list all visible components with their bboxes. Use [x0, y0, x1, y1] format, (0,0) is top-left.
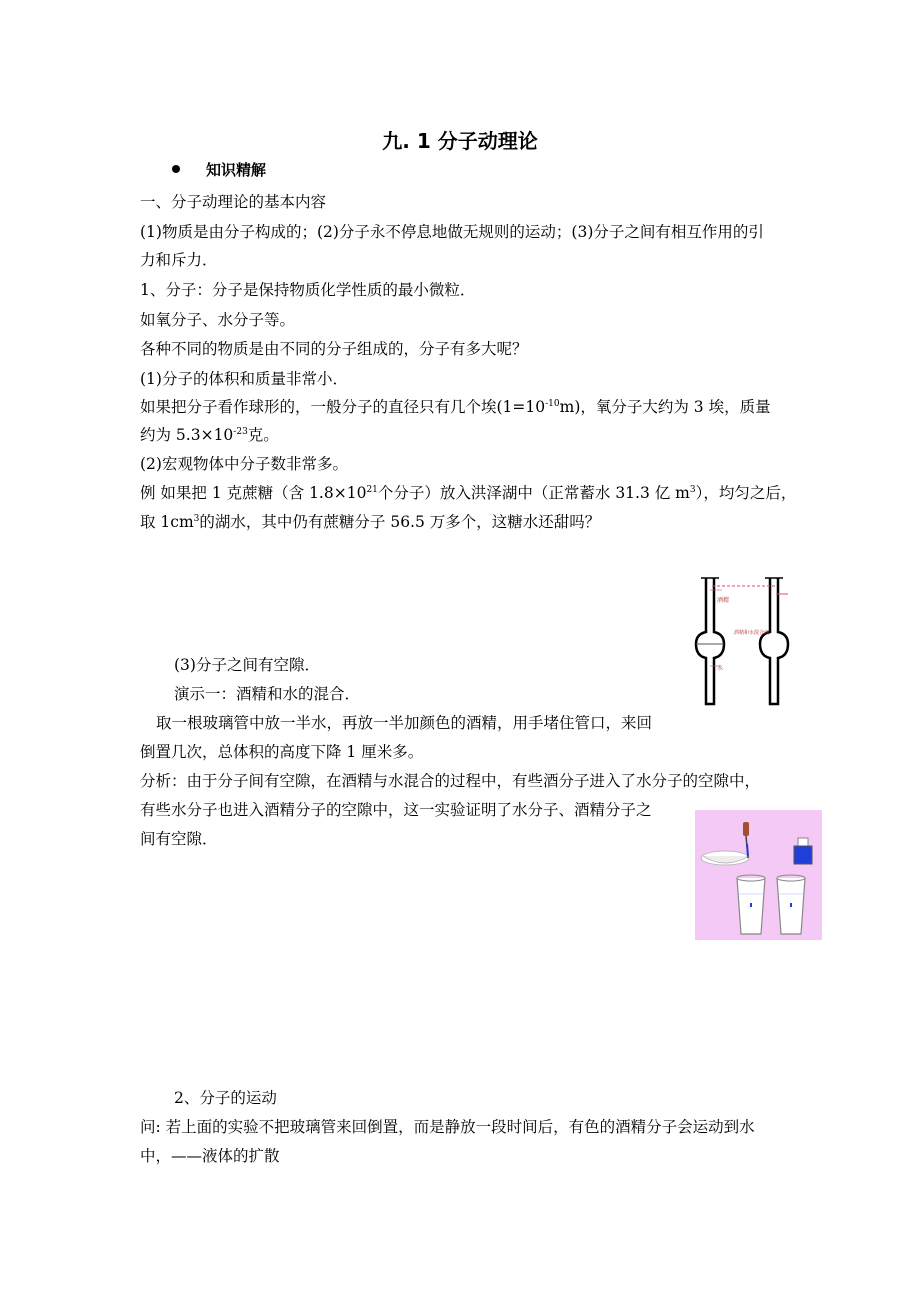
superscript: -10 [545, 399, 560, 409]
paragraph-line [140, 512, 600, 532]
label-mixture: 酒精和水混合液 [734, 630, 770, 636]
paragraph-line: 分析：由于分子间有空隙，在酒精与水混合的过程中，有些酒分子进入了水分子的空隙中， [140, 772, 761, 790]
right-tube [760, 578, 788, 704]
text-run: 取 1cm [140, 513, 194, 531]
paragraph-line: 问: 若上面的实验不把玻璃管来回倒置，而是静放一段时间后，有色的酒精分子会运动到水 [140, 1118, 755, 1136]
paragraph-line: 如氧分子、水分子等。 [140, 311, 296, 329]
paragraph-line [140, 425, 279, 445]
heading-basic-content: 一、分子动理论的基本内容 [140, 193, 327, 211]
superscript: 3 [193, 514, 200, 524]
paragraph-line: 倒置几次，总体积的高度下降 1 厘米多。 [140, 743, 424, 761]
heading-molecular-motion: 2、分子的运动 [174, 1089, 277, 1107]
paragraph-line: 1、分子：分子是保持物质化学性质的最小微粒． [140, 281, 476, 299]
paragraph-line: 中，——液体的扩散 [140, 1147, 280, 1165]
bottle [794, 846, 812, 864]
paragraph-line [140, 397, 771, 417]
label-alcohol: 酒精 [717, 597, 730, 604]
bottle-cap [798, 838, 808, 846]
text-run: 克。 [247, 426, 279, 444]
paragraph-line: 演示一：酒精和水的混合． [174, 685, 361, 703]
label-water: 水 [717, 665, 724, 672]
dropper-liquid [747, 844, 748, 856]
text-run: 的湖水，其中仍有蔗糖分子 56.5 万多个，这糖水还甜吗？ [199, 513, 601, 531]
paragraph-line: (1)物质是由分子构成的；(2)分子永不停息地做无规则的运动；(3)分子之间有相互作用的引 [140, 223, 764, 241]
text-run: ），均匀之后， [695, 484, 797, 502]
superscript: -23 [233, 427, 248, 437]
paragraph-line: 力和斥力． [140, 251, 218, 269]
superscript: 3 [689, 485, 696, 495]
dropper-bulb [743, 822, 749, 836]
text-run: m)，氧分子大约为 3 埃，质量 [559, 398, 771, 416]
page-title: 九. 1 分子动理论 [382, 129, 538, 153]
text-run: 个分子）放入洪泽湖中（正常蓄水 31.3 亿 m [377, 484, 690, 502]
paragraph-line: 有些水分子也进入酒精分子的空隙中，这一实验证明了水分子、酒精分子之 [140, 801, 652, 819]
text-run: 如果把分子看作球形的，一般分子的直径只有几个埃(1=10 [140, 398, 546, 416]
glass-tubes-figure [690, 572, 805, 712]
beaker-demo-figure [695, 810, 822, 940]
paragraph-line: 取一根玻璃管中放一半水，再放一半加颜色的酒精，用手堵住管口，来回 [156, 714, 653, 732]
paragraph-line: (3)分子之间有空隙． [174, 656, 320, 674]
paragraph-line: 间有空隙． [140, 830, 218, 848]
text-run: 约为 5.3×10 [140, 426, 234, 444]
superscript: 21 [366, 485, 378, 495]
bullet-icon [172, 165, 180, 173]
text-run: 例 如果把 1 克蔗糖（含 1.8×10 [140, 484, 367, 502]
paragraph-line: (1)分子的体积和质量非常小． [140, 370, 348, 388]
paragraph-line: (2)宏观物体中分子数非常多。 [140, 455, 348, 473]
paragraph-line [140, 483, 796, 503]
section-heading: 知识精解 [206, 161, 267, 179]
paragraph-line: 各种不同的物质是由不同的分子组成的，分子有多大呢？ [140, 340, 528, 358]
